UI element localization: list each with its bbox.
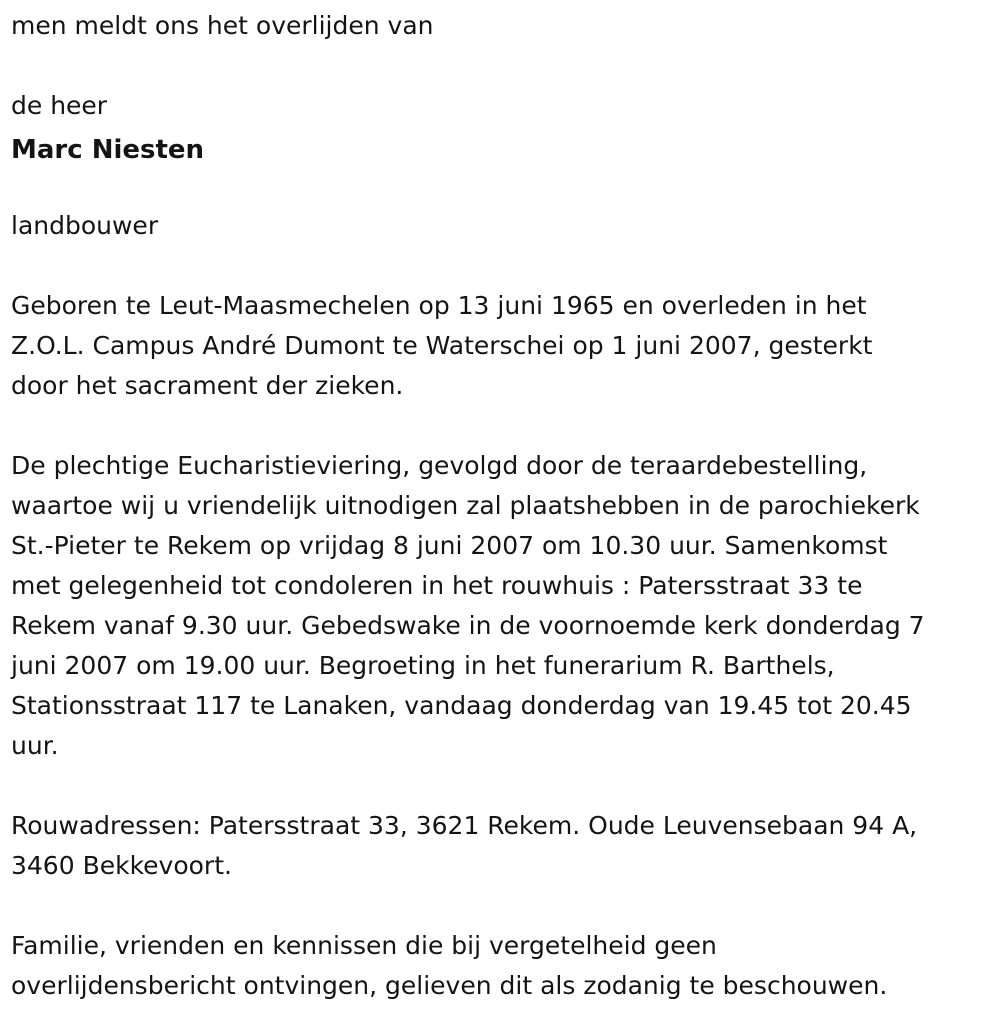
- paragraph-line: uur.: [11, 731, 59, 760]
- ceremony-paragraph: [11, 446, 991, 766]
- honorific: de heer: [11, 91, 108, 120]
- intro-text: men meldt ons het overlijden van: [11, 11, 434, 40]
- paragraph-line: met gelegenheid tot condoleren in het rouwhuis : Patersstraat 33 te: [11, 571, 863, 600]
- paragraph-line: St.-Pieter te Rekem op vrijdag 8 juni 2007 om 10.30 uur. Samenkomst: [11, 531, 888, 560]
- spacer: [11, 886, 991, 926]
- paragraph-line: Familie, vrienden en kennissen die bij vergetelheid geen: [11, 931, 717, 960]
- paragraph-line: overlijdensbericht ontvingen, gelieven dit als zodanig te beschouwen.: [11, 971, 888, 1000]
- paragraph-line: Z.O.L. Campus André Dumont te Waterschei op 1 juni 2007, gesterkt: [11, 331, 873, 360]
- spacer: [11, 406, 991, 446]
- paragraph-line: waartoe wij u vriendelijk uitnodigen zal plaatshebben in de parochiekerk: [11, 491, 920, 520]
- paragraph-line: Rekem vanaf 9.30 uur. Gebedswake in de voornoemde kerk donderdag 7: [11, 611, 925, 640]
- obituary-document: [11, 6, 991, 1006]
- paragraph-line: door het sacrament der zieken.: [11, 371, 404, 400]
- paragraph-line: juni 2007 om 19.00 uur. Begroeting in het funerarium R. Barthels,: [11, 651, 835, 680]
- paragraph-line: 3460 Bekkevoort.: [11, 851, 232, 880]
- paragraph-line: Geboren te Leut-Maasmechelen op 13 juni 1965 en overleden in het: [11, 291, 867, 320]
- paragraph-line: De plechtige Eucharistieviering, gevolgd door de teraardebestelling,: [11, 451, 868, 480]
- spacer: [11, 174, 991, 206]
- spacer: [11, 246, 991, 286]
- spacer: [11, 766, 991, 806]
- paragraph-line: Stationsstraat 117 te Lanaken, vandaag donderdag van 19.45 tot 20.45: [11, 691, 912, 720]
- closing-paragraph: [11, 926, 991, 1006]
- deceased-name: Marc Niesten: [11, 135, 205, 165]
- addresses-paragraph: [11, 806, 991, 886]
- paragraph-line: Rouwadressen: Patersstraat 33, 3621 Rekem. Oude Leuvensebaan 94 A,: [11, 811, 918, 840]
- birth-death-paragraph: [11, 286, 991, 406]
- spacer: [11, 46, 991, 86]
- occupation: landbouwer: [11, 211, 159, 240]
